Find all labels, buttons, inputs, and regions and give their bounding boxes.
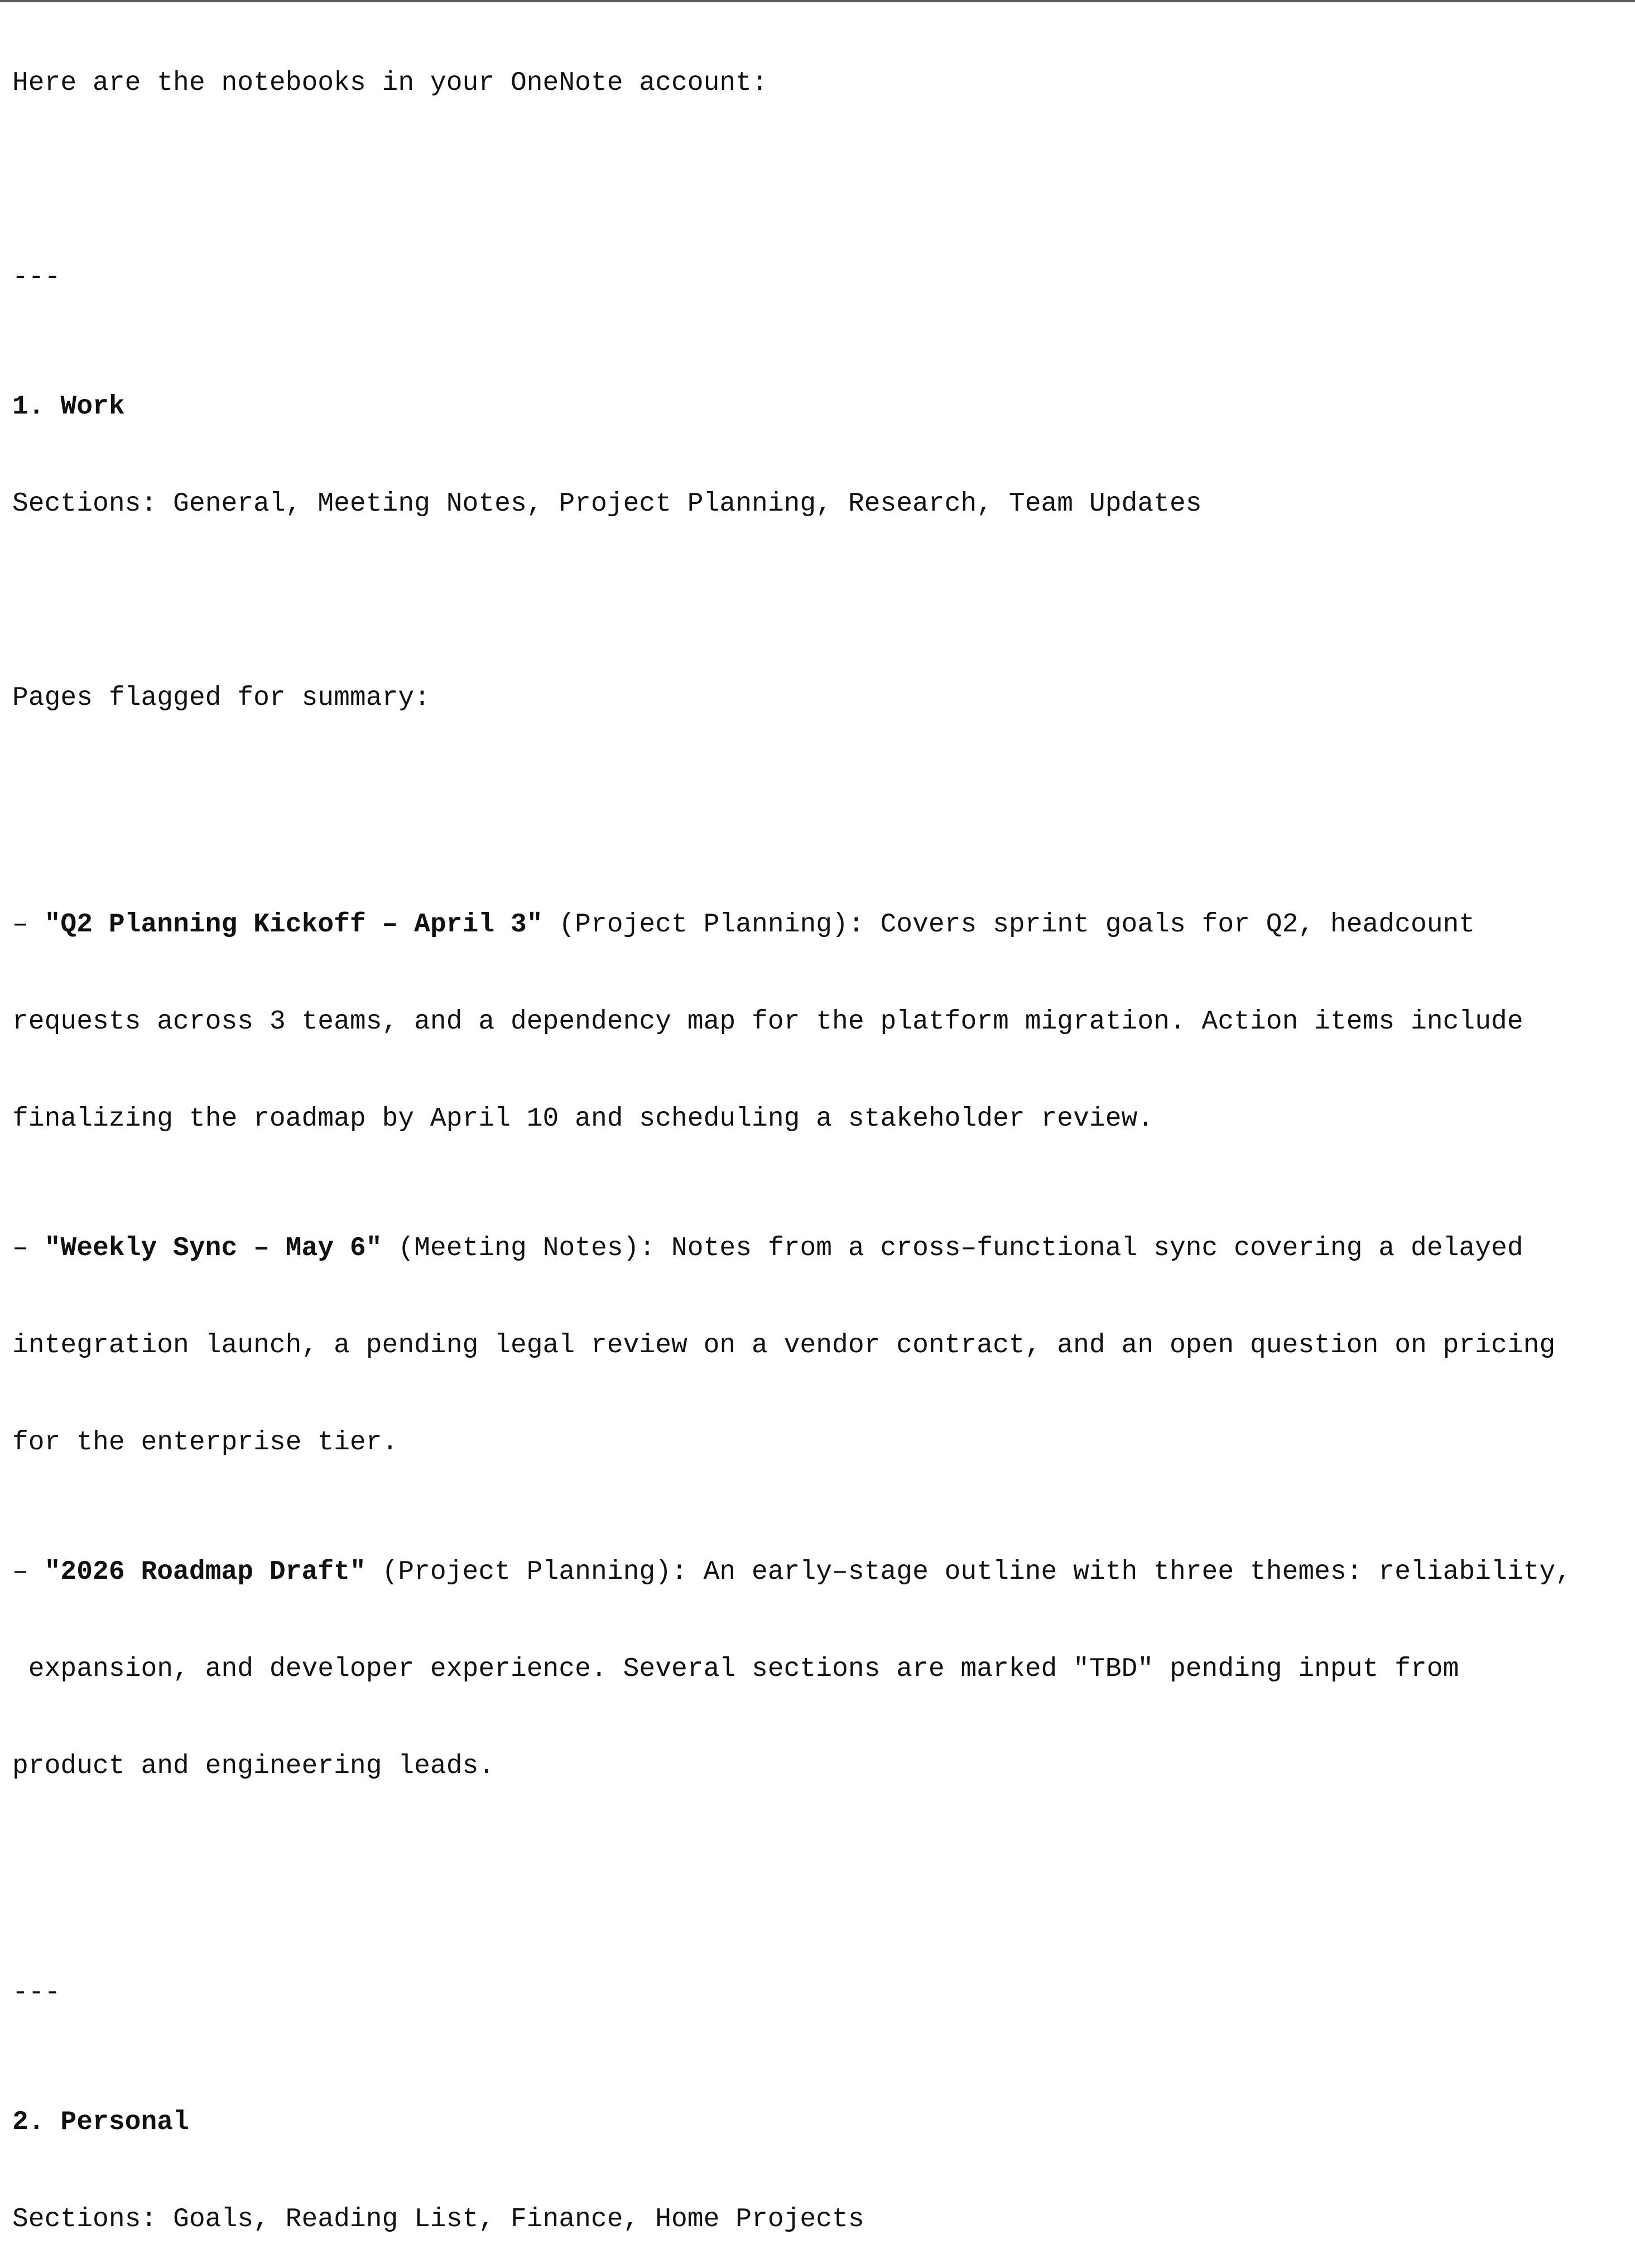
flagged-pages-heading: Pages flagged for summary: [12, 683, 430, 713]
page-summary-text: (Meeting Notes): Notes from a cross–functional sync covering a delayed [382, 1233, 1523, 1263]
page-summary-line: requests across 3 teams, and a dependency map for the platform migration. Action items include [12, 1007, 1523, 1037]
bullet: – [12, 1557, 45, 1587]
bullet: – [12, 1233, 45, 1263]
notebook-heading-personal: 2. Personal [12, 2107, 189, 2137]
page-summary-line: expansion, and developer experience. Several sections are marked "TBD" pending input from [12, 1654, 1459, 1684]
blank-line [12, 779, 1631, 811]
blank-line [12, 585, 1631, 617]
page-title: "2026 Roadmap Draft" [44, 1557, 366, 1587]
sections-line-work: Sections: General, Meeting Notes, Project Planning, Research, Team Updates [12, 489, 1202, 519]
blank-line [12, 1880, 1631, 1912]
page-item-line [12, 1556, 1631, 1588]
page-title: "Weekly Sync – May 6" [44, 1233, 382, 1263]
blank-line [12, 164, 1631, 196]
page-item-line [12, 1232, 1631, 1265]
notebook-heading-work: 1. Work [12, 392, 125, 422]
page-summary-text: (Project Planning): Covers sprint goals for Q2, headcount [542, 910, 1475, 940]
separator: --- [12, 1978, 61, 2008]
page-title: "Q2 Planning Kickoff – April 3" [44, 910, 543, 940]
page-summary-line: product and engineering leads. [12, 1751, 495, 1781]
page-summary-line: for the enterprise tier. [12, 1428, 398, 1458]
bullet: – [12, 910, 45, 940]
page-summary-line: finalizing the roadmap by April 10 and scheduling a stakeholder review. [12, 1104, 1154, 1134]
terminal-output [12, 2, 1631, 2268]
intro-line: Here are the notebooks in your OneNote account: [12, 68, 768, 98]
page-summary-line: integration launch, a pending legal review on a vendor contract, and an open question on pricing [12, 1330, 1556, 1361]
sections-line-personal: Sections: Goals, Reading List, Finance, Home Projects [12, 2204, 864, 2235]
page-summary-text: (Project Planning): An early–stage outline with three themes: reliability, [366, 1557, 1572, 1587]
page-item-line [12, 909, 1631, 941]
separator: --- [12, 262, 61, 292]
